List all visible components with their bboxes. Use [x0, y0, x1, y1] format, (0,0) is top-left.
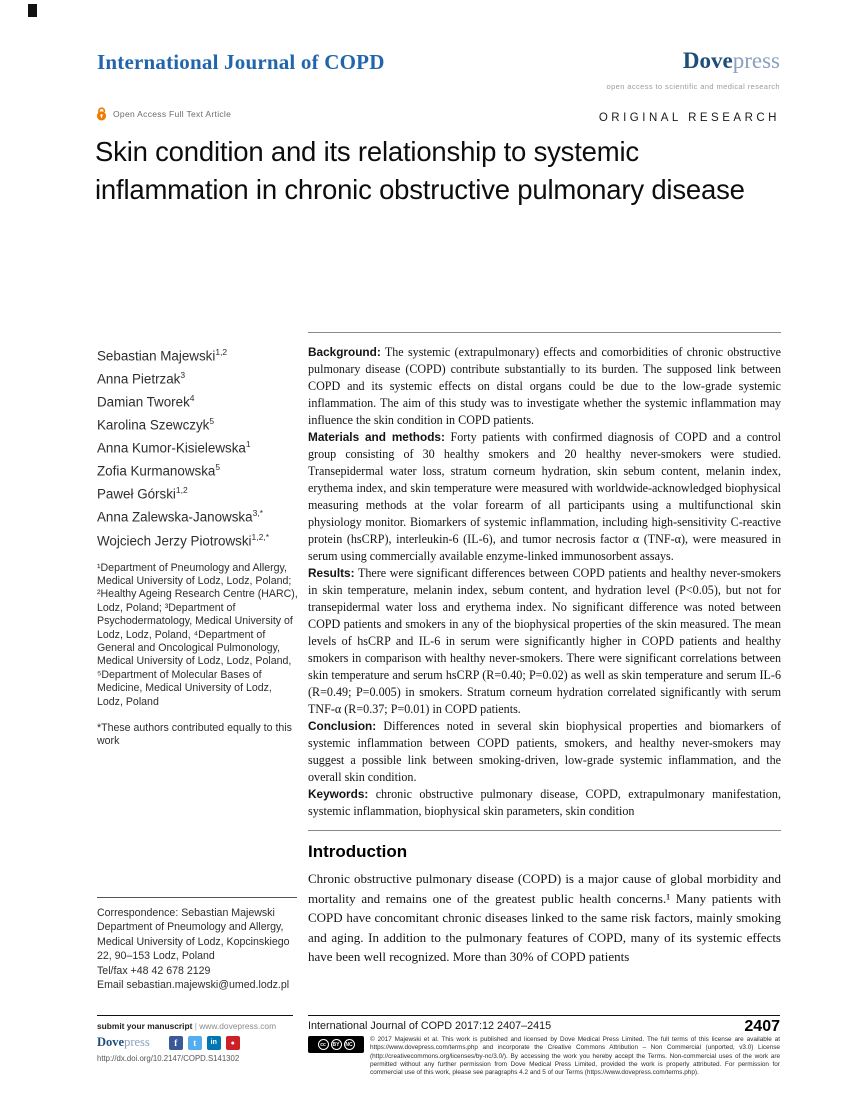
affiliations: ¹Department of Pneumology and Allergy, Medical University of Lodz, Lodz, Poland; ²Healthy Ageing Research Centre (HARC), Lodz, Poland; ³Department of Psychodermatology, Medical University of Lodz, Lodz, Poland, ⁴Department of General and Oncological Pulmonology, Medical University of Lodz, Lodz, Poland, ⁵Department of Molecular Bases of Medicine, Medical University of Lodz, Lodz, Poland — [97, 561, 298, 708]
abstract-background: Background: The systemic (extrapulmonary) effects and comorbidities of chronic obstructive pulmonary disease (COPD) contribute substantially to its burden. The supposed link between COPD and its systemic effects on distal organs could be due to the low-grade systemic inflammation. The aim of this study was to investigate whether the systemic inflammation may influence the skin condition in COPD patients. — [308, 345, 781, 427]
cc-icon: cc — [318, 1039, 329, 1050]
social-row — [97, 1035, 293, 1050]
facebook-icon[interactable]: f — [169, 1036, 183, 1050]
submit-manuscript-row — [97, 1021, 293, 1031]
article-title: Skin condition and its relationship to systemic inflammation in chronic obstructive pulmonary disease — [95, 136, 745, 205]
right-column — [308, 332, 781, 967]
author-affiliation-sup: 3,* — [252, 508, 263, 519]
introduction-paragraph: Chronic obstructive pulmonary disease (COPD) is a major cause of global morbidity and mortality and remains one of the greatest public health concerns.¹ Many patients with COPD have concomitant chronic diseases linked to the same risk factors, mainly smoking and aging. In addition to the pulmonary features of COPD, many of its systemic effects have been well recognized. More than 30% of COPD patients — [308, 871, 781, 965]
twitter-icon[interactable]: t — [188, 1036, 202, 1050]
dovepress-link[interactable]: www.dovepress.com — [199, 1021, 277, 1031]
author: Zofia Kurmanowska$^5$ — [97, 462, 221, 479]
introduction-heading: Introduction — [308, 842, 408, 861]
abstract — [308, 332, 781, 831]
author-affiliation-sup: 3 — [180, 370, 186, 381]
open-access-row — [95, 107, 231, 121]
footer-left — [97, 1015, 293, 1063]
abstract-results: Results: There were significant differences between COPD patients and healthy never-smokers in skin temperature, melanin index, sebum content, and hydration level (P<0.05), but not for transepidermal water loss and erythema index. No significant difference was noted between COPD patients and smokers in any of the biophysical properties of the skin measured. The mean levels of hsCRP and IL-6 in serum were significantly higher in COPD patients and healthy smokers in comparison with healthy never-smokers. There were significant correlations between skin temperature and serum hsCRP (R=0.40; P=0.02) as well as skin temperature and serum IL-6 (R=0.49; P=0.005) in smokers. Stratum corneum hydration correlated significantly with serum TNF-α (R=0.37; P=0.01) in COPD patients. — [308, 566, 781, 716]
footer-dovepress-logo: Dovepress — [97, 1035, 150, 1049]
abstract-section-label: Keywords: — [308, 787, 369, 801]
author: Karolina Szewczyk$^5$ — [97, 416, 215, 433]
license-text: © 2017 Majewski et al. This work is published and licensed by Dove Medical Press Limited. The full terms of this license are available at https://www.dovepress.com/terms.php and incorporate the Creative Commons Attribution – Non Commercial (unported, v3.0) License (http://creativecommons.org/licenses/by-nc/3.0/). By accessing the work you hereby accept the Terms. Non-commercial uses of the work are permitted without any further permission from Dove Medical Press Limited, provided the work is properly attributed. For permission for commercial use of this work, please see paragraphs 4.2 and 5 of our Terms (https://www.dovepress.com/terms.php). — [370, 1036, 780, 1077]
abstract-section-label: Results: — [308, 566, 355, 580]
journal-citation: International Journal of COPD 2017:12 2407–2415 — [308, 1020, 552, 1032]
abstract-section-label: Materials and methods: — [308, 430, 445, 444]
author: Anna Zalewska-Janowska$^{3,*}$ — [97, 508, 263, 525]
left-column — [97, 343, 302, 749]
author: Damian Tworek$^4$ — [97, 393, 195, 410]
submit-manuscript-label: submit your manuscript — [97, 1021, 193, 1031]
journal-logo: International Journal of COPD — [97, 50, 385, 74]
author: Anna Pietrzak$^3$ — [97, 370, 186, 387]
author-affiliation-sup: 5 — [209, 416, 215, 427]
open-access-label: Open Access Full Text Article — [113, 109, 232, 119]
open-access-icon — [95, 107, 108, 121]
license-row — [308, 1036, 780, 1077]
correspondence-address: Department of Pneumology and Allergy, Medical University of Lodz, Kopcinskiego 22, 90–153 Lodz, Poland — [97, 921, 290, 963]
author-affiliation-sup: 4 — [189, 393, 195, 404]
publisher-tagline: open access to scientific and medical research — [606, 82, 780, 91]
dove-social-icon[interactable]: ● — [226, 1036, 240, 1050]
scan-artifact — [28, 4, 37, 17]
dovepress-logo-dove: Dove — [682, 48, 733, 73]
abstract-section-label: Background: — [308, 345, 381, 359]
author: Anna Kumor-Kisielewska$^1$ — [97, 439, 251, 456]
abstract-section-label: Conclusion: — [308, 719, 377, 733]
cc-nc-icon: NC — [344, 1039, 355, 1050]
author-affiliation-sup: 5 — [215, 462, 221, 473]
author: Sebastian Majewski$^{1,2}$ — [97, 347, 228, 364]
linkedin-icon[interactable]: in — [207, 1036, 221, 1050]
dovepress-logo — [683, 48, 780, 74]
correspondence-name: Correspondence: Sebastian Majewski — [97, 907, 275, 919]
abstract-conclusion: Conclusion: Differences noted in several skin biophysical properties and biomarkers of systemic inflammation between COPD patients, smokers, and healthy never-smokers may suggest a possible link between smoking-driven, low-grade systemic inflammation, and the overall skin condition. — [308, 719, 781, 784]
author-affiliation-sup: 1 — [245, 439, 251, 450]
abstract-keywords: Keywords: chronic obstructive pulmonary disease, COPD, extrapulmonary manifestation, systemic inflammation, biophysical skin parameters, skin condition — [308, 787, 781, 818]
article-type-label: ORIGINAL RESEARCH — [598, 112, 780, 124]
page-number: 2407 — [744, 1018, 780, 1035]
author-affiliation-sup: 1,2 — [215, 347, 228, 357]
footer-right — [308, 1015, 780, 1077]
abstract-methods: Materials and methods: Forty patients with confirmed diagnosis of COPD and a control group consisting of 30 healthy smokers and 20 healthy never-smokers were studied. Transepidermal water loss, stratum corneum hydration, skin sebum content, melanin index, erythema index, and skin temperature were measured with worldwide-acknowledged biophysical measuring methods at the volar forearm of all participants using a multifunctional skin physiology monitor. Biomarkers of systemic inflammation, including high-sensitivity C-reactive protein (hsCRP), interleukin-6 (IL-6), and tumor necrosis factor α (TNF-α), were measured in serum using commercially available enzyme-linked immunosorbent assays. — [308, 430, 781, 563]
separator: | — [194, 1021, 197, 1031]
equal-contribution-note: *These authors contributed equally to this work — [97, 722, 292, 748]
author-affiliation-sup: 1,2 — [175, 485, 188, 496]
dovepress-logo-press: press — [732, 48, 780, 73]
cc-by-icon: BY — [331, 1039, 342, 1050]
creative-commons-badge[interactable] — [308, 1036, 364, 1053]
doi-link[interactable]: http://dx.doi.org/10.2147/COPD.S141302 — [97, 1054, 240, 1063]
author-list — [97, 343, 277, 551]
correspondence-email[interactable]: Email sebastian.majewski@umed.lodz.pl — [97, 979, 290, 992]
author: Wojciech Jerzy Piotrowski$^{1,2,*}$ — [97, 531, 270, 548]
correspondence-phone: Tel/fax +48 42 678 2129 — [97, 964, 211, 977]
citation-row — [308, 1018, 780, 1035]
correspondence-block — [97, 897, 297, 992]
author-affiliation-sup: 1,2,* — [251, 531, 270, 542]
author: Paweł Górski$^{1,2}$ — [97, 485, 188, 502]
